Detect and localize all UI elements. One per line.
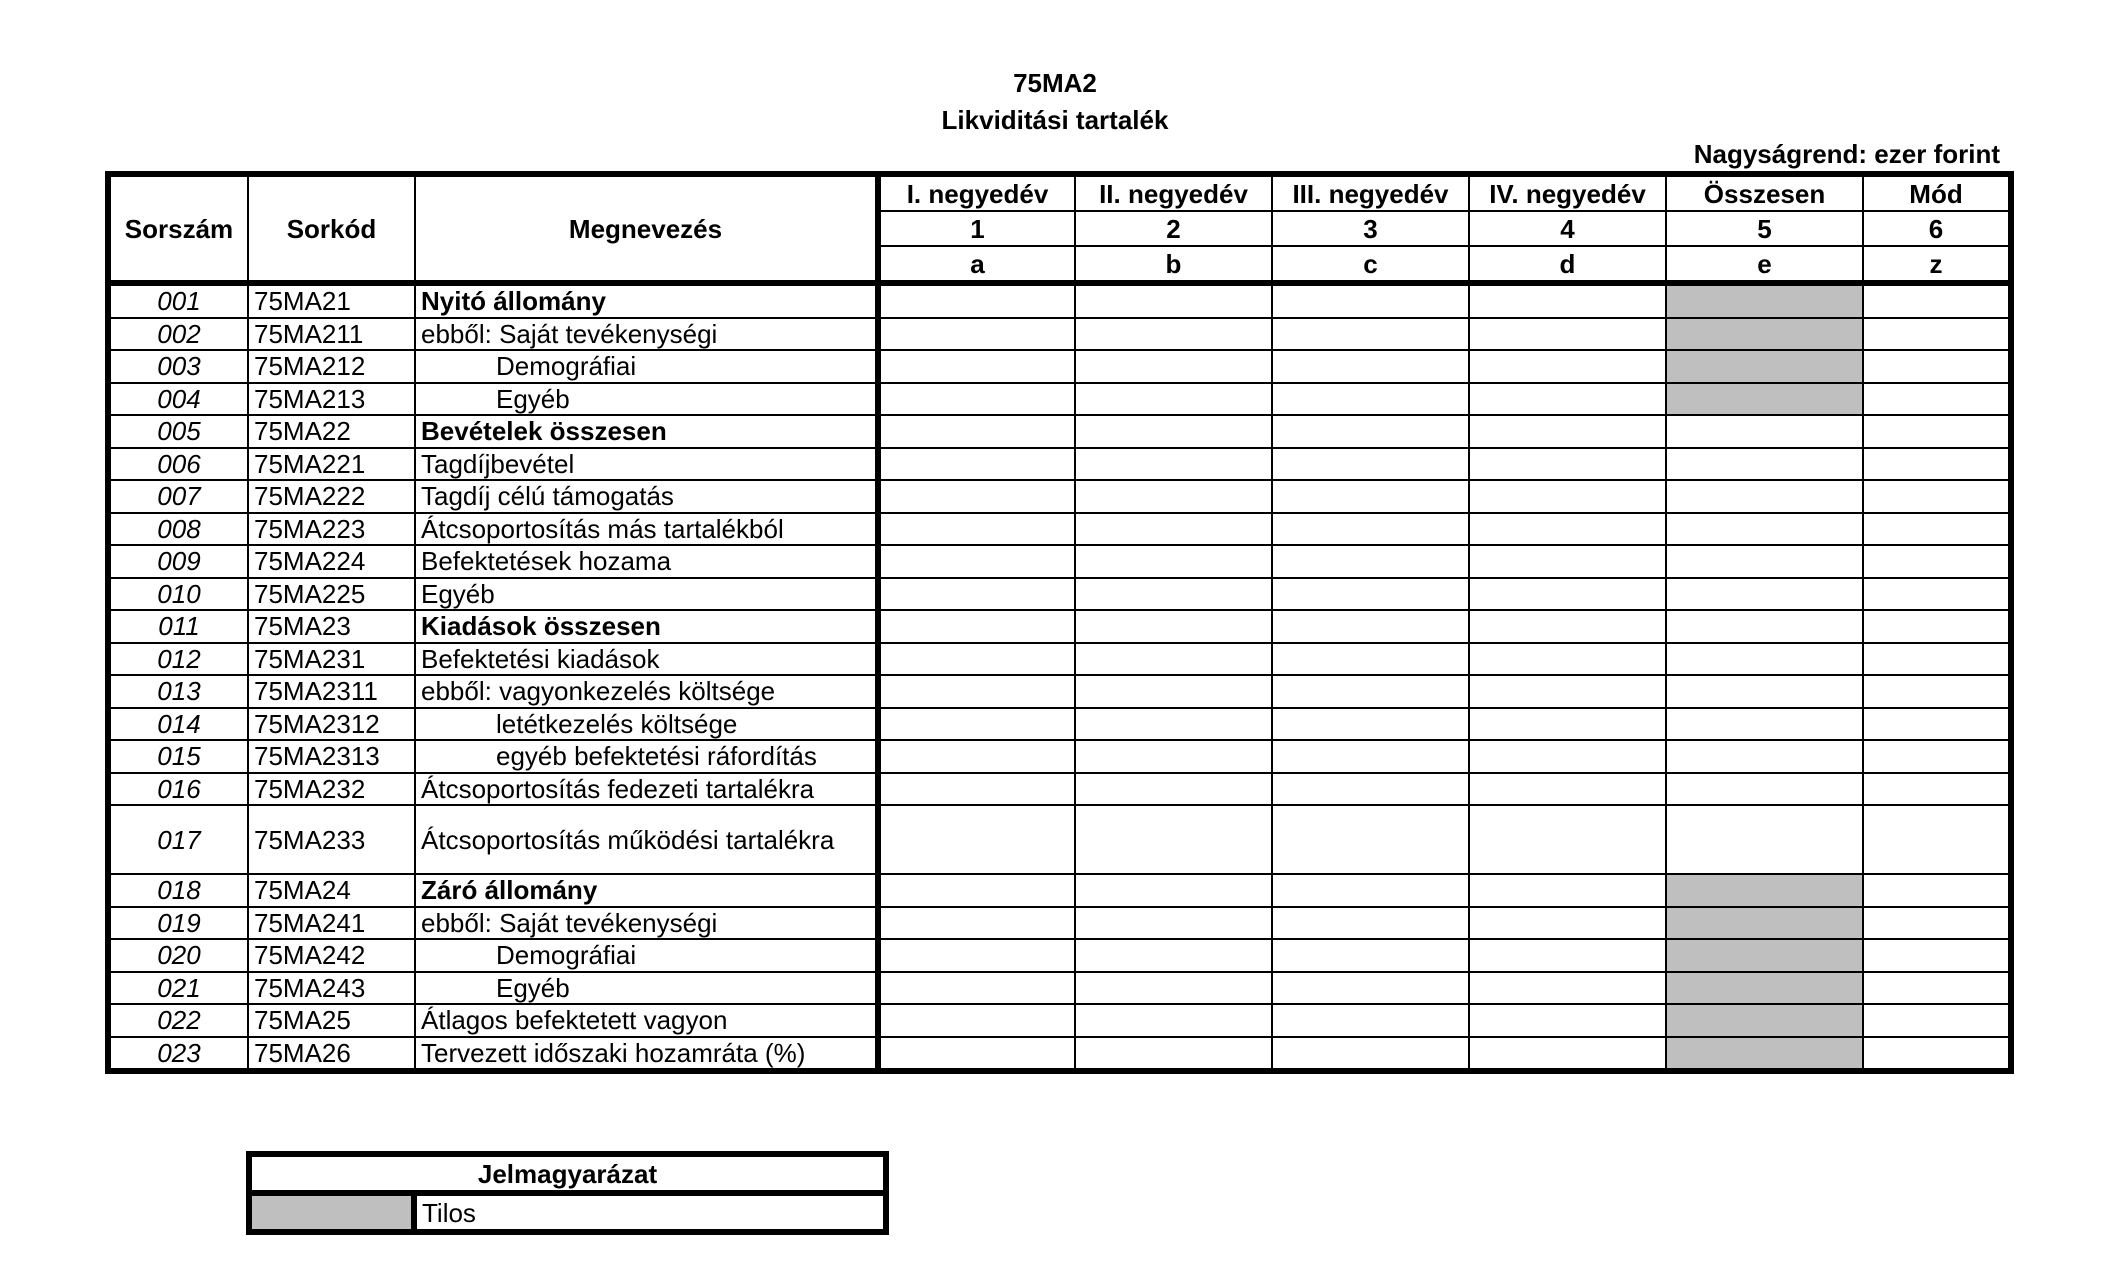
cell-total[interactable] (1666, 513, 1863, 546)
row-name: Egyéb (415, 972, 878, 1005)
cell-q4[interactable] (1469, 740, 1666, 773)
cell-mod[interactable] (1863, 805, 2011, 874)
row-name: Átlagos befektetett vagyon (415, 1004, 878, 1037)
cell-q4[interactable] (1469, 643, 1666, 676)
cell-mod[interactable] (1863, 907, 2011, 940)
row-name: Egyéb (415, 383, 878, 416)
row-name: Demográfiai (415, 939, 878, 972)
header-sorkod: Sorkód (248, 174, 415, 283)
row-name: Nyitó állomány (415, 283, 878, 318)
row-name: Kiadások összesen (415, 610, 878, 643)
row-number: 004 (108, 383, 248, 416)
cell-mod[interactable] (1863, 318, 2011, 351)
cell-q2[interactable] (1075, 448, 1272, 481)
cell-total (1666, 383, 1863, 416)
row-code: 75MA221 (248, 448, 415, 481)
cell-total (1666, 972, 1863, 1005)
cell-q1[interactable] (878, 643, 1075, 676)
cell-total[interactable] (1666, 643, 1863, 676)
table-row (108, 1004, 2011, 1037)
row-code: 75MA21 (248, 283, 415, 318)
cell-q4[interactable] (1469, 708, 1666, 741)
cell-q3[interactable] (1272, 740, 1469, 773)
cell-q4[interactable] (1469, 318, 1666, 351)
row-number: 015 (108, 740, 248, 773)
cell-q3[interactable] (1272, 708, 1469, 741)
cell-total[interactable] (1666, 708, 1863, 741)
cell-q2[interactable] (1075, 480, 1272, 513)
cell-q2[interactable] (1075, 383, 1272, 416)
cell-q2[interactable] (1075, 972, 1272, 1005)
row-name: Demográfiai (415, 350, 878, 383)
row-name: egyéb befektetési ráfordítás (415, 740, 878, 773)
table-row (108, 480, 2011, 513)
cell-q2[interactable] (1075, 545, 1272, 578)
cell-q4[interactable] (1469, 350, 1666, 383)
header-period-3: III. negyedév (1272, 174, 1469, 211)
row-number: 010 (108, 578, 248, 611)
row-number: 017 (108, 805, 248, 874)
header-mod: Mód (1863, 174, 2011, 211)
cell-mod[interactable] (1863, 939, 2011, 972)
cell-q2[interactable] (1075, 874, 1272, 907)
cell-total[interactable] (1666, 610, 1863, 643)
cell-q1[interactable] (878, 874, 1075, 907)
row-code: 75MA213 (248, 383, 415, 416)
row-number: 019 (108, 907, 248, 940)
table-row (108, 907, 2011, 940)
header-letter-b: b (1075, 246, 1272, 283)
header-sorszam: Sorszám (108, 174, 248, 283)
cell-q2[interactable] (1075, 773, 1272, 806)
table-row (108, 874, 2011, 907)
row-name: letétkezelés költsége (415, 708, 878, 741)
cell-mod[interactable] (1863, 1004, 2011, 1037)
cell-q2[interactable] (1075, 939, 1272, 972)
cell-q1[interactable] (878, 805, 1075, 874)
table-row (108, 773, 2011, 806)
row-code: 75MA25 (248, 1004, 415, 1037)
table-row (108, 383, 2011, 416)
row-code: 75MA223 (248, 513, 415, 546)
cell-q3[interactable] (1272, 643, 1469, 676)
header-num-3: 3 (1272, 211, 1469, 246)
header-num-5: 5 (1666, 211, 1863, 246)
row-name: Egyéb (415, 578, 878, 611)
row-name: Tagdíjbevétel (415, 448, 878, 481)
row-number: 023 (108, 1037, 248, 1072)
header-letter-e: e (1666, 246, 1863, 283)
cell-q1[interactable] (878, 448, 1075, 481)
table-row (108, 972, 2011, 1005)
cell-q4[interactable] (1469, 610, 1666, 643)
cell-q1[interactable] (878, 972, 1075, 1005)
row-code: 75MA233 (248, 805, 415, 874)
table-row (108, 643, 2011, 676)
row-code: 75MA22 (248, 415, 415, 448)
cell-mod[interactable] (1863, 480, 2011, 513)
cell-total[interactable] (1666, 480, 1863, 513)
cell-mod[interactable] (1863, 708, 2011, 741)
cell-q2[interactable] (1075, 283, 1272, 318)
cell-total (1666, 874, 1863, 907)
cell-q4[interactable] (1469, 907, 1666, 940)
header-letter-d: d (1469, 246, 1666, 283)
cell-total (1666, 939, 1863, 972)
cell-q3[interactable] (1272, 513, 1469, 546)
header-period-1: I. negyedév (878, 174, 1075, 211)
unit-label: Nagyságrend: ezer forint (1693, 139, 2000, 169)
cell-q1[interactable] (878, 283, 1075, 318)
cell-q3[interactable] (1272, 939, 1469, 972)
cell-q1[interactable] (878, 513, 1075, 546)
cell-q3[interactable] (1272, 907, 1469, 940)
row-number: 002 (108, 318, 248, 351)
cell-q3[interactable] (1272, 448, 1469, 481)
table-row (108, 283, 2011, 318)
header-letter-z: z (1863, 246, 2011, 283)
cell-mod[interactable] (1863, 513, 2011, 546)
cell-q3[interactable] (1272, 874, 1469, 907)
cell-total[interactable] (1666, 545, 1863, 578)
cell-q4[interactable] (1469, 415, 1666, 448)
row-number: 005 (108, 415, 248, 448)
liquidity-reserve-table (105, 171, 2014, 1074)
cell-mod[interactable] (1863, 740, 2011, 773)
cell-q3[interactable] (1272, 415, 1469, 448)
cell-mod[interactable] (1863, 1037, 2011, 1072)
table-row (108, 740, 2011, 773)
row-name: Átcsoportosítás más tartalékból (415, 513, 878, 546)
table-row (108, 578, 2011, 611)
cell-total (1666, 350, 1863, 383)
row-number: 016 (108, 773, 248, 806)
cell-q4[interactable] (1469, 972, 1666, 1005)
cell-q4[interactable] (1469, 513, 1666, 546)
cell-q1[interactable] (878, 773, 1075, 806)
cell-mod[interactable] (1863, 610, 2011, 643)
row-code: 75MA24 (248, 874, 415, 907)
header-letter-c: c (1272, 246, 1469, 283)
cell-q1[interactable] (878, 545, 1075, 578)
cell-mod[interactable] (1863, 675, 2011, 708)
row-number: 021 (108, 972, 248, 1005)
cell-total (1666, 1004, 1863, 1037)
row-name: Tagdíj célú támogatás (415, 480, 878, 513)
cell-q3[interactable] (1272, 480, 1469, 513)
table-row (108, 415, 2011, 448)
form-title: Likviditási tartalék (941, 105, 1169, 135)
cell-mod[interactable] (1863, 545, 2011, 578)
cell-q4[interactable] (1469, 1037, 1666, 1072)
row-name: ebből: Saját tevékenységi (415, 318, 878, 351)
header-period-2: II. negyedév (1075, 174, 1272, 211)
cell-total (1666, 283, 1863, 318)
row-name: Tervezett időszaki hozamráta (%) (415, 1037, 878, 1072)
cell-q1[interactable] (878, 480, 1075, 513)
cell-total (1666, 1037, 1863, 1072)
header-period-4: IV. negyedév (1469, 174, 1666, 211)
cell-q2[interactable] (1075, 643, 1272, 676)
row-code: 75MA242 (248, 939, 415, 972)
row-name: Átcsoportosítás fedezeti tartalékra (415, 773, 878, 806)
legend-title: Jelmagyarázat (249, 1154, 886, 1193)
cell-mod[interactable] (1863, 643, 2011, 676)
cell-total[interactable] (1666, 773, 1863, 806)
row-number: 006 (108, 448, 248, 481)
row-number: 012 (108, 643, 248, 676)
row-name: ebből: Saját tevékenységi (415, 907, 878, 940)
table-row (108, 1037, 2011, 1072)
row-number: 020 (108, 939, 248, 972)
cell-mod[interactable] (1863, 283, 2011, 318)
table-row (108, 708, 2011, 741)
row-code: 75MA2311 (248, 675, 415, 708)
row-code: 75MA222 (248, 480, 415, 513)
cell-q1[interactable] (878, 1037, 1075, 1072)
row-number: 013 (108, 675, 248, 708)
cell-q2[interactable] (1075, 740, 1272, 773)
cell-mod[interactable] (1863, 383, 2011, 416)
cell-q4[interactable] (1469, 874, 1666, 907)
table-row (108, 545, 2011, 578)
cell-q3[interactable] (1272, 318, 1469, 351)
cell-mod[interactable] (1863, 874, 2011, 907)
header-num-1: 1 (878, 211, 1075, 246)
cell-q1[interactable] (878, 350, 1075, 383)
row-code: 75MA2312 (248, 708, 415, 741)
cell-q3[interactable] (1272, 610, 1469, 643)
cell-q3[interactable] (1272, 578, 1469, 611)
header-megnevezes: Megnevezés (415, 174, 878, 283)
table-row (108, 610, 2011, 643)
cell-q3[interactable] (1272, 350, 1469, 383)
cell-q4[interactable] (1469, 448, 1666, 481)
row-number: 001 (108, 283, 248, 318)
cell-q4[interactable] (1469, 480, 1666, 513)
row-name: Befektetések hozama (415, 545, 878, 578)
cell-q1[interactable] (878, 415, 1075, 448)
cell-q3[interactable] (1272, 805, 1469, 874)
cell-q2[interactable] (1075, 675, 1272, 708)
table-row (108, 939, 2011, 972)
row-name: Záró állomány (415, 874, 878, 907)
row-name: ebből: vagyonkezelés költsége (415, 675, 878, 708)
table-row (108, 448, 2011, 481)
cell-q2[interactable] (1075, 1004, 1272, 1037)
cell-q3[interactable] (1272, 383, 1469, 416)
row-code: 75MA225 (248, 578, 415, 611)
row-number: 014 (108, 708, 248, 741)
row-code: 75MA243 (248, 972, 415, 1005)
legend-table (246, 1151, 889, 1235)
table-row (108, 513, 2011, 546)
cell-q2[interactable] (1075, 805, 1272, 874)
cell-total[interactable] (1666, 448, 1863, 481)
row-name: Bevételek összesen (415, 415, 878, 448)
row-name: Befektetési kiadások (415, 643, 878, 676)
cell-q4[interactable] (1469, 383, 1666, 416)
cell-q4[interactable] (1469, 578, 1666, 611)
cell-q1[interactable] (878, 675, 1075, 708)
cell-total (1666, 907, 1863, 940)
cell-mod[interactable] (1863, 972, 2011, 1005)
row-code: 75MA23 (248, 610, 415, 643)
legend-label-forbidden: Tilos (414, 1193, 886, 1232)
cell-q4[interactable] (1469, 1004, 1666, 1037)
cell-mod[interactable] (1863, 350, 2011, 383)
cell-q4[interactable] (1469, 675, 1666, 708)
form-code: 75MA2 (1013, 68, 1097, 98)
row-code: 75MA232 (248, 773, 415, 806)
cell-mod[interactable] (1863, 415, 2011, 448)
cell-q1[interactable] (878, 1004, 1075, 1037)
cell-mod[interactable] (1863, 448, 2011, 481)
cell-q2[interactable] (1075, 350, 1272, 383)
row-number: 003 (108, 350, 248, 383)
cell-q1[interactable] (878, 318, 1075, 351)
cell-q2[interactable] (1075, 415, 1272, 448)
cell-q2[interactable] (1075, 610, 1272, 643)
row-number: 018 (108, 874, 248, 907)
cell-q2[interactable] (1075, 318, 1272, 351)
row-number: 011 (108, 610, 248, 643)
cell-q3[interactable] (1272, 283, 1469, 318)
row-number: 009 (108, 545, 248, 578)
header-total: Összesen (1666, 174, 1863, 211)
cell-total[interactable] (1666, 415, 1863, 448)
cell-q4[interactable] (1469, 773, 1666, 806)
row-code: 75MA241 (248, 907, 415, 940)
cell-q2[interactable] (1075, 907, 1272, 940)
header-num-2: 2 (1075, 211, 1272, 246)
cell-q1[interactable] (878, 383, 1075, 416)
cell-mod[interactable] (1863, 773, 2011, 806)
table-row (108, 675, 2011, 708)
row-number: 022 (108, 1004, 248, 1037)
cell-mod[interactable] (1863, 578, 2011, 611)
cell-q1[interactable] (878, 939, 1075, 972)
header-letter-a: a (878, 246, 1075, 283)
legend-swatch-forbidden (249, 1193, 414, 1232)
row-number: 007 (108, 480, 248, 513)
header-num-4: 4 (1469, 211, 1666, 246)
cell-q1[interactable] (878, 578, 1075, 611)
cell-q1[interactable] (878, 610, 1075, 643)
cell-q2[interactable] (1075, 513, 1272, 546)
cell-total (1666, 318, 1863, 351)
row-number: 008 (108, 513, 248, 546)
cell-q3[interactable] (1272, 545, 1469, 578)
cell-q2[interactable] (1075, 708, 1272, 741)
table-row (108, 350, 2011, 383)
cell-total[interactable] (1666, 578, 1863, 611)
cell-q3[interactable] (1272, 675, 1469, 708)
cell-q4[interactable] (1469, 939, 1666, 972)
table-row (108, 805, 2011, 874)
header-num-6: 6 (1863, 211, 2011, 246)
cell-q4[interactable] (1469, 283, 1666, 318)
cell-q2[interactable] (1075, 578, 1272, 611)
table-row (108, 318, 2011, 351)
cell-q1[interactable] (878, 708, 1075, 741)
row-code: 75MA224 (248, 545, 415, 578)
cell-q4[interactable] (1469, 805, 1666, 874)
row-code: 75MA26 (248, 1037, 415, 1072)
cell-q3[interactable] (1272, 972, 1469, 1005)
cell-q4[interactable] (1469, 545, 1666, 578)
cell-total[interactable] (1666, 805, 1863, 874)
cell-total[interactable] (1666, 675, 1863, 708)
row-code: 75MA212 (248, 350, 415, 383)
cell-total[interactable] (1666, 740, 1863, 773)
cell-q3[interactable] (1272, 1004, 1469, 1037)
row-name: Átcsoportosítás működési tartalékra (415, 805, 878, 874)
row-code: 75MA2313 (248, 740, 415, 773)
cell-q3[interactable] (1272, 773, 1469, 806)
cell-q1[interactable] (878, 907, 1075, 940)
row-code: 75MA231 (248, 643, 415, 676)
cell-q3[interactable] (1272, 1037, 1469, 1072)
row-code: 75MA211 (248, 318, 415, 351)
cell-q1[interactable] (878, 740, 1075, 773)
cell-q2[interactable] (1075, 1037, 1272, 1072)
